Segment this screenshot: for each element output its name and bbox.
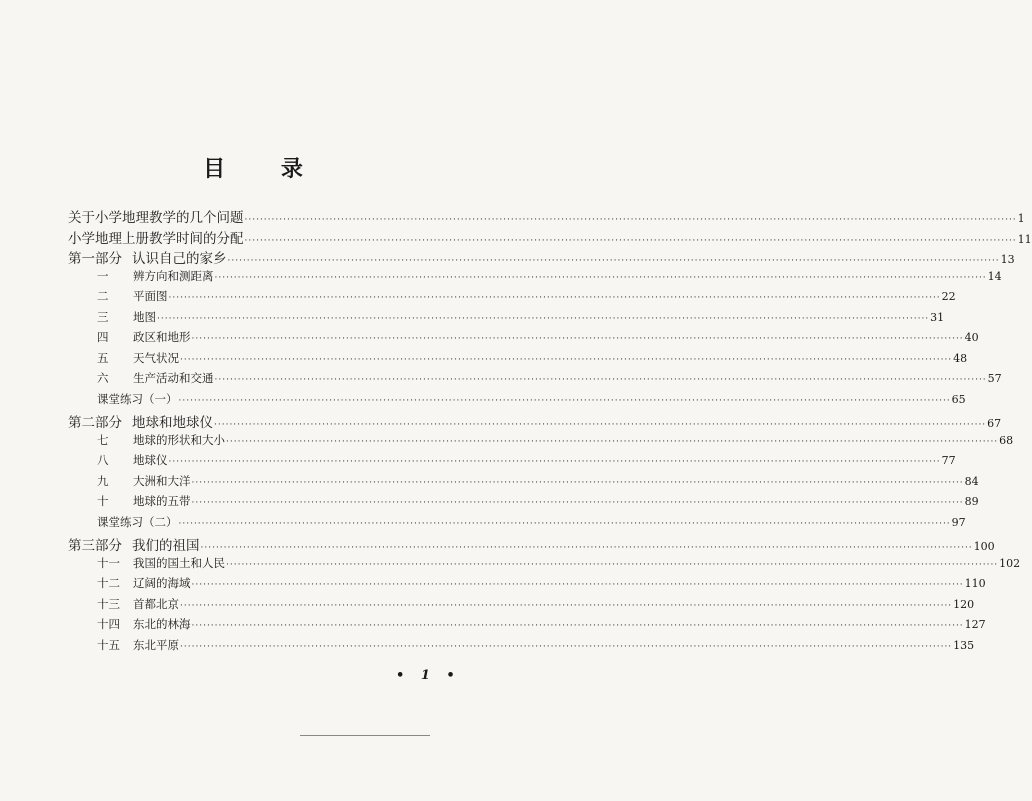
toc-dot-leader: ········································································································································································································ (226, 559, 999, 570)
toc-dot-leader: ········································································································································································································ (191, 477, 964, 488)
toc-entry-page: 31 (930, 310, 945, 324)
toc-entry-title: 政区和地形 (133, 330, 191, 344)
toc-entry-title: 生产活动和交通 (133, 371, 214, 385)
scan-artifact-line (300, 735, 430, 736)
toc-entry-page: 11 (1017, 232, 1032, 246)
toc-entry-page: 100 (973, 540, 995, 553)
toc-entry-title: 东北平原 (133, 637, 179, 652)
toc-dot-leader: ········································································································································································································ (180, 641, 953, 652)
toc-entry-number: 十 (97, 494, 109, 508)
toc-entry-page: 102 (999, 556, 1021, 570)
toc-entry-page: 84 (964, 474, 979, 488)
toc-chapter-entry[interactable] (97, 637, 975, 653)
toc-entry-title: 首都北京 (133, 596, 179, 611)
toc-part-entry[interactable] (68, 534, 995, 554)
page-number: • 1 • (396, 668, 461, 683)
toc-part-entry[interactable] (68, 411, 1002, 431)
toc-part-entry[interactable] (68, 206, 1025, 226)
toc-entry-number: 十四 (97, 617, 120, 631)
toc-entry-title: 平面图 (133, 289, 168, 303)
toc-chapter-entry[interactable] (97, 268, 1002, 284)
page-title: 目 录 (203, 157, 327, 182)
toc-dot-leader: ········································································································································································································ (214, 375, 987, 385)
toc-chapter-entry[interactable] (97, 329, 979, 345)
toc-entry-title: 地图 (133, 309, 156, 324)
toc-entry-number: 三 (97, 309, 109, 324)
toc-entry-title: 小学地理上册教学时间的分配 (68, 230, 244, 247)
toc-entry-title: 东北的林海 (133, 617, 191, 631)
toc-entry-title: 地球的形状和大小 (133, 432, 225, 447)
toc-part-entry[interactable] (68, 227, 1032, 247)
toc-chapter-entry[interactable] (97, 616, 986, 632)
toc-entry-number: 第二部分 (68, 415, 122, 431)
toc-entry-number: 六 (97, 371, 109, 385)
toc-chapter-entry[interactable] (97, 473, 979, 489)
toc-entry-title: 天气状况 (133, 350, 179, 365)
toc-entry-number: 十三 (97, 596, 120, 611)
toc-entry-page: 65 (951, 392, 966, 406)
toc-chapter-entry[interactable] (97, 493, 979, 509)
toc-entry-page: 135 (953, 638, 975, 652)
toc-entry-page: 57 (987, 372, 1002, 385)
toc-dot-leader: ········································································································································································································ (180, 600, 953, 611)
toc-entry-title: 地球的五带 (133, 494, 191, 508)
toc-entry-title: 认识自己的家乡 (132, 251, 227, 267)
toc-chapter-entry[interactable] (97, 452, 956, 468)
toc-entry-page: 40 (964, 331, 979, 344)
page-number-value: 1 (420, 668, 436, 683)
toc-dot-leader: ········································································································································································································ (191, 334, 964, 344)
toc-entry-page: 67 (987, 417, 1002, 430)
toc-entry-page: 14 (987, 269, 1002, 283)
toc-chapter-entry[interactable] (97, 350, 968, 366)
toc-dot-leader: ········································································································································································································ (157, 313, 930, 324)
toc-entry-title: 我们的祖国 (132, 538, 200, 554)
toc-entry-number: 第一部分 (68, 251, 122, 267)
toc-entry-page: 13 (1000, 253, 1015, 266)
toc-dot-leader: ········································································································································································································ (214, 420, 987, 430)
toc-entry-title: 辽阔的海域 (133, 576, 191, 590)
toc-dot-leader: ········································································································································································································ (200, 543, 973, 553)
toc-entry-page: 97 (951, 515, 966, 529)
toc-chapter-entry[interactable] (97, 514, 966, 530)
toc-entry-number: 五 (97, 350, 109, 365)
toc-entry-title: 关于小学地理教学的几个问题 (68, 210, 244, 226)
toc-chapter-entry[interactable] (97, 288, 956, 304)
toc-entry-number: 九 (97, 473, 109, 488)
toc-dot-leader: ········································································································································································································ (227, 256, 1000, 266)
toc-entry-number: 四 (97, 330, 109, 344)
toc-dot-leader: ········································································································································································································ (178, 395, 951, 406)
toc-dot-leader: ········································································································································································································ (191, 498, 964, 508)
toc-entry-number: 十五 (97, 637, 120, 652)
toc-entry-page: 68 (999, 433, 1014, 447)
toc-dot-leader: ········································································································································································································ (168, 293, 941, 303)
toc-entry-number: 八 (97, 453, 109, 467)
toc-entry-title: 课堂练习（二） (97, 514, 178, 529)
toc-chapter-entry[interactable] (97, 555, 1021, 571)
toc-dot-leader: ········································································································································································································ (168, 457, 941, 467)
toc-chapter-entry[interactable] (97, 391, 966, 407)
toc-chapter-entry[interactable] (97, 575, 986, 591)
toc-entry-number: 一 (97, 268, 109, 283)
toc-entry-page: 1 (1017, 212, 1025, 225)
toc-entry-page: 77 (941, 454, 956, 467)
toc-entry-page: 120 (953, 597, 975, 611)
toc-dot-leader: ········································································································································································································ (180, 354, 953, 365)
toc-entry-number: 第三部分 (68, 538, 122, 554)
toc-entry-number: 七 (97, 432, 109, 447)
toc-entry-page: 110 (964, 577, 986, 590)
toc-dot-leader: ········································································································································································································ (214, 272, 987, 283)
toc-chapter-entry[interactable] (97, 596, 975, 612)
toc-dot-leader: ········································································································································································································ (226, 436, 999, 447)
toc-entry-number: 十一 (97, 555, 120, 570)
toc-entry-title: 课堂练习（一） (97, 391, 178, 406)
toc-entry-number: 二 (97, 289, 109, 303)
toc-entry-title: 地球仪 (133, 453, 168, 467)
toc-entry-title: 大洲和大洋 (133, 473, 191, 488)
toc-entry-title: 辨方向和测距离 (133, 268, 214, 283)
toc-entry-page: 127 (964, 618, 986, 631)
toc-dot-leader: ········································································································································································································ (191, 580, 964, 590)
toc-chapter-entry[interactable] (97, 370, 1002, 386)
toc-chapter-entry[interactable] (97, 432, 1014, 448)
toc-entry-number: 十二 (97, 576, 120, 590)
toc-entry-title: 我国的国土和人民 (133, 555, 225, 570)
toc-dot-leader: ········································································································································································································ (178, 518, 951, 529)
toc-entry-page: 22 (941, 290, 956, 303)
toc-part-entry[interactable] (68, 247, 1015, 267)
toc-entry-title: 地球和地球仪 (132, 415, 213, 431)
toc-chapter-entry[interactable] (97, 309, 945, 325)
toc-dot-leader: ········································································································································································································ (244, 215, 1017, 225)
toc-entry-page: 48 (953, 351, 968, 365)
toc-dot-leader: ········································································································································································································ (191, 621, 964, 631)
toc-entry-page: 89 (964, 495, 979, 508)
toc-dot-leader: ········································································································································································································ (244, 235, 1017, 246)
